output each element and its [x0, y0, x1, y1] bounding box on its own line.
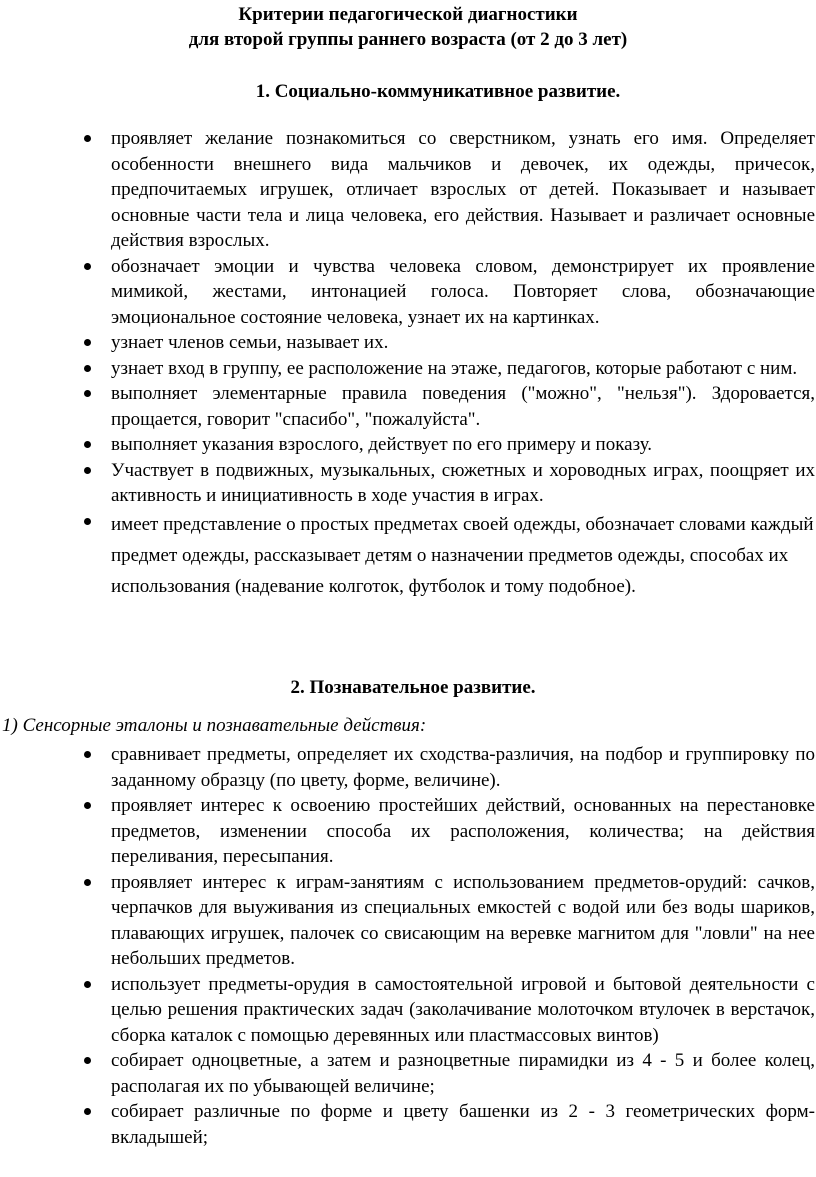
- bullet-icon: [84, 339, 91, 346]
- list-item: [111, 1099, 815, 1150]
- bullet-icon: [84, 802, 91, 809]
- list-item: [111, 432, 815, 458]
- bullet-icon: [84, 981, 91, 988]
- list-item: [111, 972, 815, 1049]
- subsection-heading-sensory: 1) Сенсорные эталоны и познавательные действия:: [2, 715, 427, 736]
- bullet-icon: [84, 263, 91, 270]
- list-item-text: проявляет интерес к освоению простейших действий, основанных на перестановке предметов, изменении способа их расположения, количества; на действия переливания, пересыпания.: [111, 795, 815, 867]
- document-title-line2: для второй группы раннего возраста (от 2 до 3 лет): [188, 29, 628, 50]
- list-item-text: сравнивает предметы, определяет их сходства-различия, на подбор и группировку по заданному образцу (по цвету, форме, величине).: [111, 744, 815, 791]
- list-item: [111, 330, 815, 356]
- list-item-text: собирает одноцветные, а затем и разноцветные пирамидки из 4 - 5 и более колец, располагая их по убывающей величине;: [111, 1050, 815, 1097]
- list-item: [111, 254, 815, 331]
- bullet-icon: [84, 135, 91, 142]
- list-item: [111, 870, 815, 972]
- list-item: [111, 458, 815, 509]
- bullet-icon: [84, 365, 91, 372]
- list-item: [111, 793, 815, 870]
- section-heading-cognitive: 2. Познавательное развитие.: [290, 677, 536, 698]
- list-item-text: собирает различные по форме и цвету башенки из 2 - 3 геометрических форм-вкладышей;: [111, 1101, 815, 1148]
- list-item-text: имеет представление о простых предметах своей одежды, обозначает словами каждый предмет одежды, рассказывает детям о назначении предметов одежды, способах их использования (надевание колготок, футболок и тому подобное).: [111, 513, 814, 597]
- list-item-text: проявляет желание познакомиться со сверстником, узнать его имя. Определяет особенности внешнего вида мальчиков и девочек, их одежды, причесок, предпочитаемых игрушек, отличает взрослых от детей. Показывает и называет основные части тела и лица человека, его действия. Называет и различает основные действия взрослых.: [111, 128, 815, 251]
- list-item-text: Участвует в подвижных, музыкальных, сюжетных и хороводных играх, поощряет их активность и инициативность в ходе участия в играх.: [111, 459, 815, 506]
- section-heading-social: 1. Социально-коммуникативное развитие.: [255, 81, 621, 102]
- bullet-icon: [84, 441, 91, 448]
- bullet-icon: [84, 751, 91, 758]
- list-item: [111, 126, 815, 254]
- list-item-text: узнает вход в группу, ее расположение на этаже, педагогов, которые работают с ним.: [111, 357, 798, 379]
- list-item: [111, 381, 815, 432]
- list-item-text: выполняет указания взрослого, действует по его примеру и показу.: [111, 434, 653, 455]
- list-item: [111, 1048, 815, 1099]
- bullet-icon: [84, 390, 91, 397]
- list-item: [111, 356, 815, 382]
- bullet-icon: [84, 1057, 91, 1064]
- list-item-text: выполняет элементарные правила поведения ("можно", "нельзя"). Здоровается, прощается, говорит "спасибо", "пожалуйста".: [111, 383, 815, 430]
- list-item-text: использует предметы-орудия в самостоятельной игровой и бытовой деятельности с целью решения практических задач (заколачивание молоточком втулочек в верстачок, сборка каталок с помощью деревянных или пластмассовых винтов): [111, 973, 815, 1046]
- bullet-icon: [84, 467, 91, 474]
- list-item: [111, 509, 815, 602]
- list-item-text: проявляет интерес к играм-занятиям с использованием предметов-орудий: сачков, черпачков для выуживания из специальных емкостей с водой или без воды шариков, плавающих игрушек, палочек со свисающим на веревке магнитом для "ловли" на нее небольших предметов.: [111, 871, 815, 969]
- list-item-text: обозначает эмоции и чувства человека словом, демонстрирует их проявление мимикой, жестами, интонацией голоса. Повторяет слова, обозначающие эмоциональное состояние человека, узнает их на картинках.: [111, 255, 815, 328]
- criteria-list-social: [111, 126, 815, 602]
- list-item: [111, 742, 815, 793]
- bullet-icon: [84, 518, 91, 525]
- criteria-list-cognitive: [111, 742, 815, 1150]
- bullet-icon: [84, 1108, 91, 1115]
- list-item-text: узнает членов семьи, называет их.: [111, 332, 389, 353]
- document-title-line1: Критерии педагогической диагностики: [238, 4, 578, 25]
- bullet-icon: [84, 879, 91, 886]
